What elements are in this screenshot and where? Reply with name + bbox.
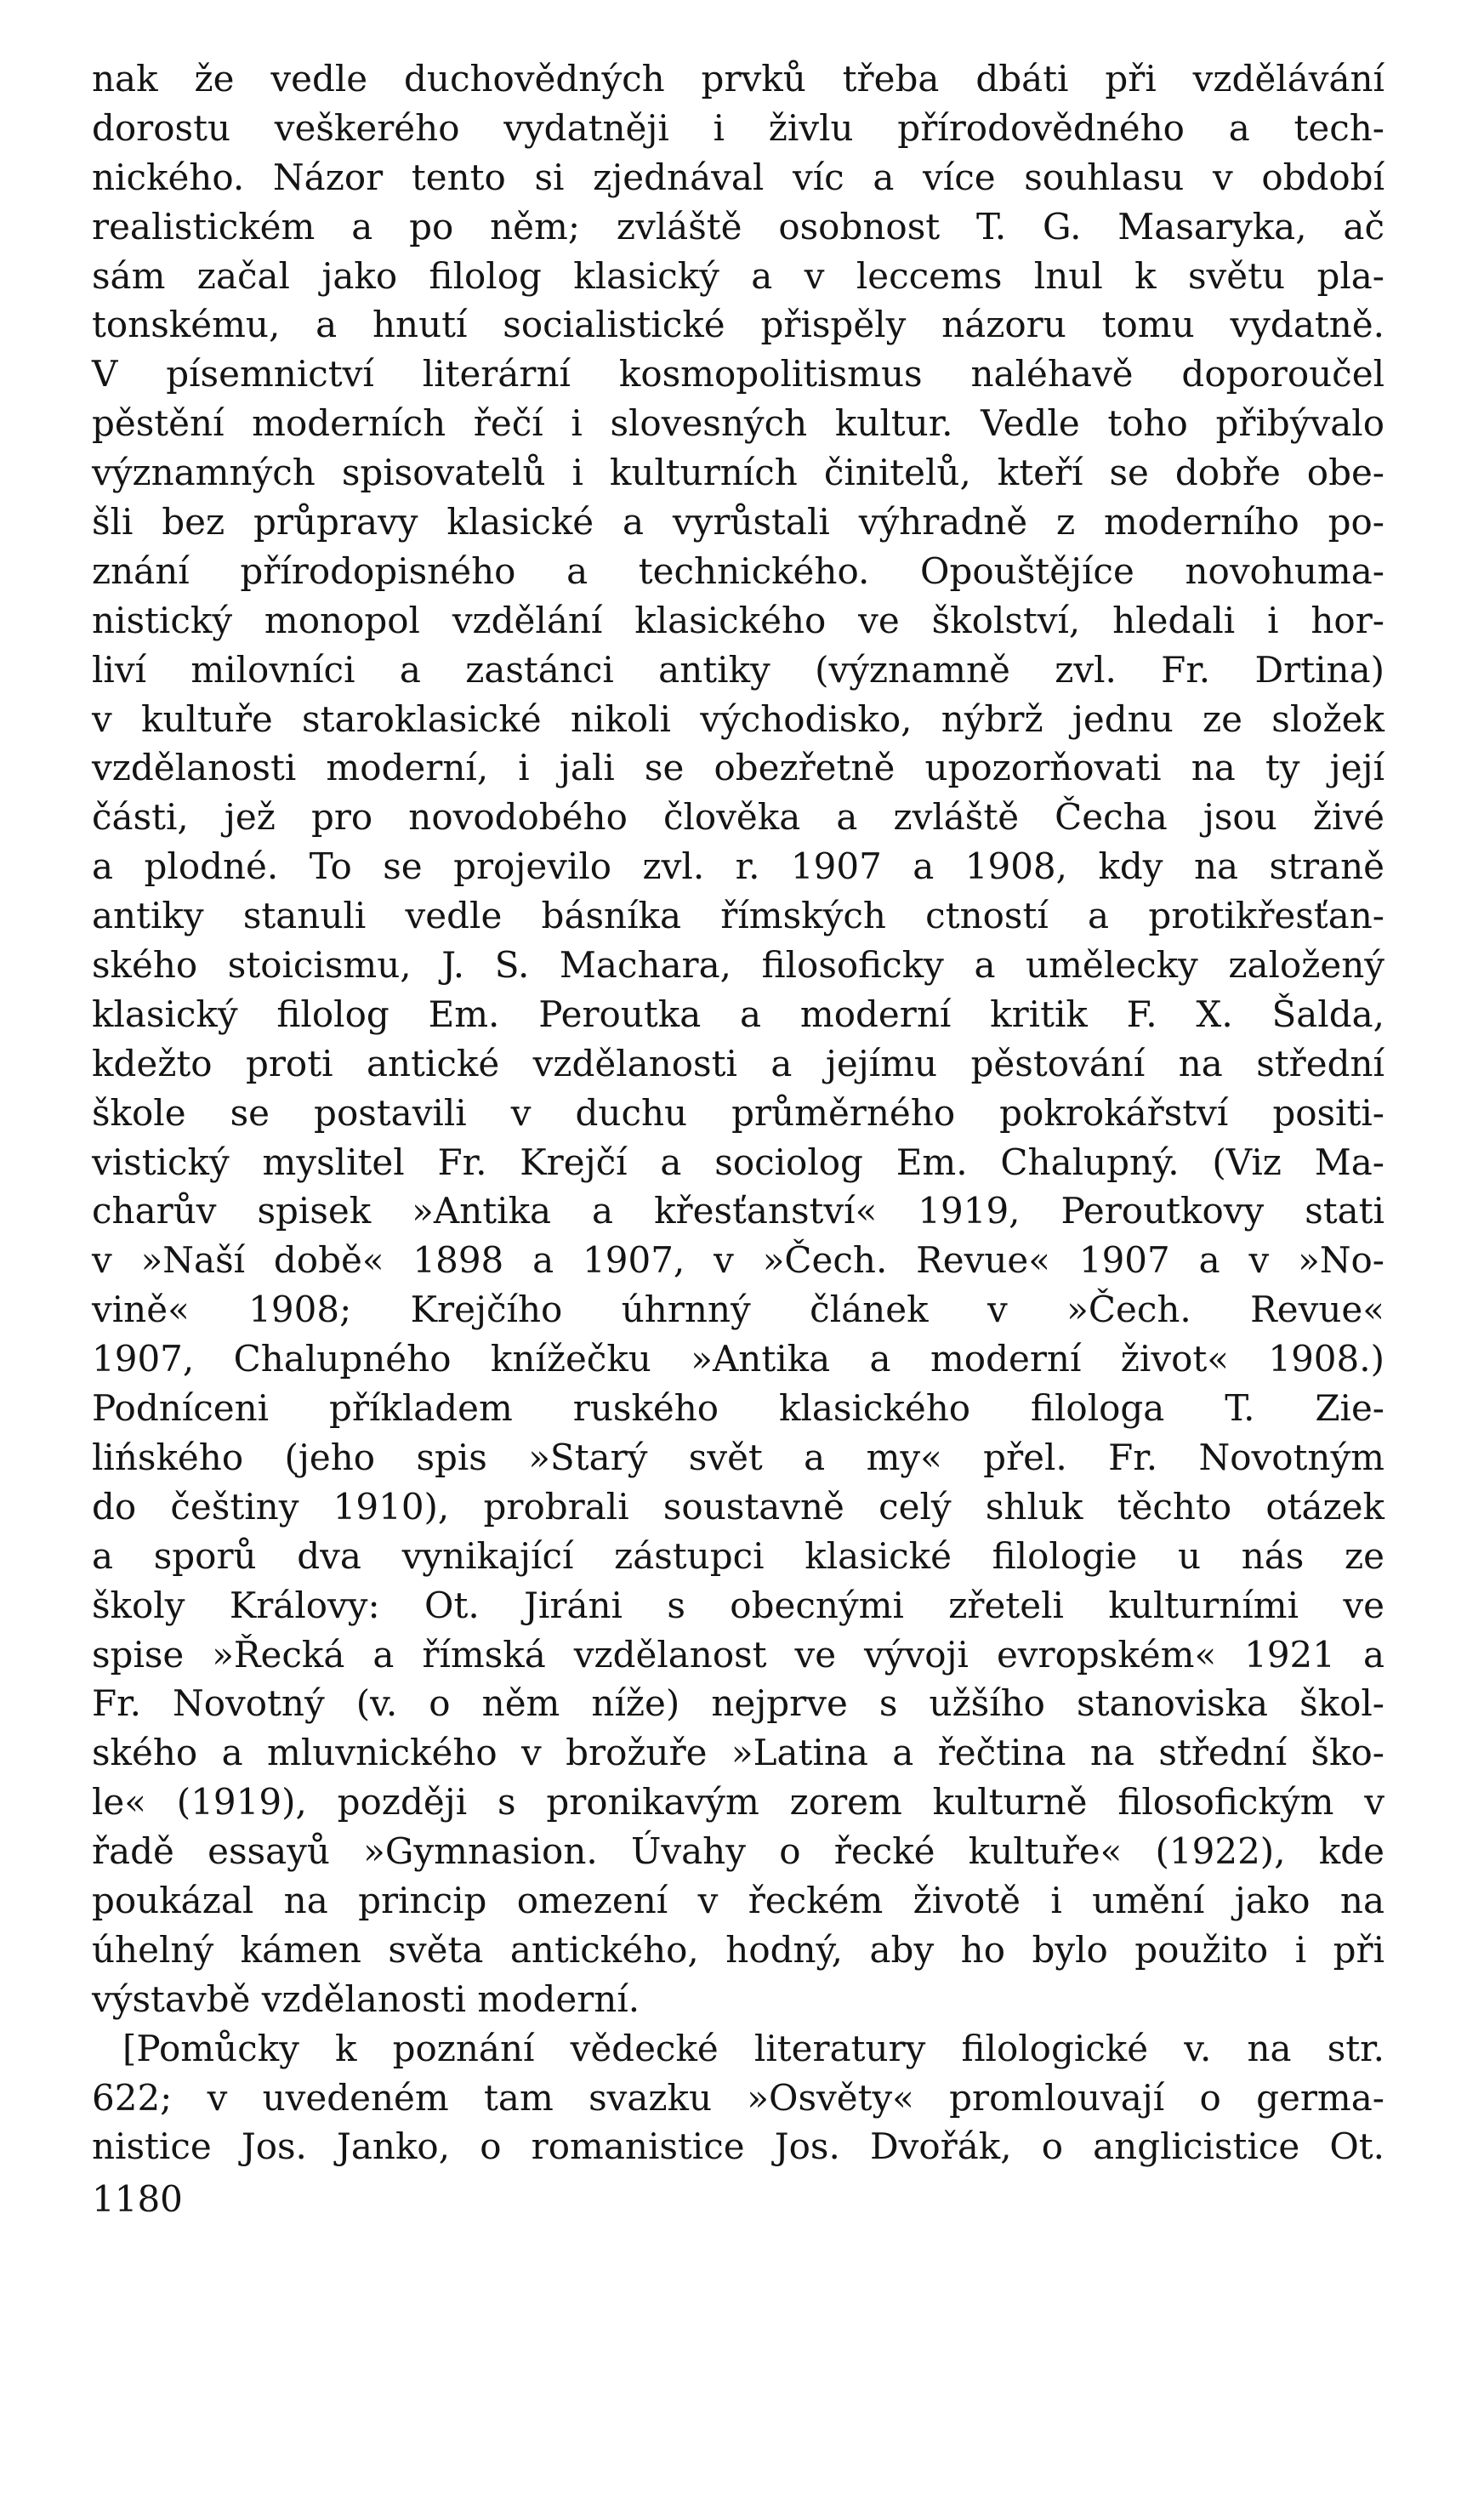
text-line: úhelný kámen světa antického, hodný, aby ho bylo použito i při <box>92 1928 1384 1971</box>
text-line: Fr. Novotný (v. o něm níže) nejprve s užšího stanoviska škol- <box>92 1682 1384 1725</box>
text-line: spise »Řecká a římská vzdělanost ve vývoji evropském« 1921 a <box>92 1633 1384 1676</box>
text-line: kdežto proti antické vzdělanosti a jejímu pěstování na střední <box>92 1042 1384 1084</box>
text-line: charův spisek »Antika a křesťanství« 1919, Peroutkovy stati <box>92 1190 1384 1232</box>
text-line: vině« 1908; Krejčího úhrnný článek v »Čech. Revue« <box>92 1289 1384 1331</box>
text-line: a sporů dva vynikající zástupci klasické filologie u nás ze <box>92 1534 1384 1577</box>
text-line: části, jež pro novodobého člověka a zvláště Čecha jsou živé <box>92 796 1384 839</box>
text-line: výstavbě vzdělanosti moderní. <box>92 1977 640 2020</box>
text-line: pěstění moderních řečí i slovesných kultur. Vedle toho přibývalo <box>92 402 1384 445</box>
text-line: nak že vedle duchovědných prvků třeba dbáti při vzdělávání <box>92 58 1384 100</box>
text-line: nistický monopol vzdělání klasického ve školství, hledali i hor- <box>92 599 1384 641</box>
text-line: 622; v uvedeném tam svazku »Osvěty« promlouvají o germa- <box>92 2076 1384 2119</box>
text-line: v kultuře staroklasické nikoli východisko, nýbrž jednu ze složek <box>92 697 1384 740</box>
text-line: vzdělanosti moderní, i jali se obezřetně upozorňovati na ty její <box>92 747 1384 789</box>
text-line: nistice Jos. Janko, o romanistice Jos. Dvořák, o anglicistice Ot. <box>92 2125 1384 2168</box>
text-line: sám začal jako filolog klasický a v leccems lnul k světu pla- <box>92 254 1384 297</box>
text-line: [Pomůcky k poznání vědecké literatury filologické v. na str. <box>122 2027 1384 2069</box>
text-line: antiky stanuli vedle básníka římských ctností a protikřesťan- <box>92 895 1384 937</box>
text-line: liví milovníci a zastánci antiky (významně zvl. Fr. Drtina) <box>92 648 1384 691</box>
text-line: realistickém a po něm; zvláště osobnost T. G. Masaryka, ač <box>92 205 1384 248</box>
text-line: tonskému, a hnutí socialistické přispěly názoru tomu vydatně. <box>92 304 1384 346</box>
text-line: ského a mluvnického v brožuře »Latina a řečtina na střední ško- <box>92 1732 1384 1774</box>
text-line: řadě essayů »Gymnasion. Úvahy o řecké kultuře« (1922), kde <box>92 1830 1384 1873</box>
text-line: ského stoicismu, J. S. Machara, filosoficky a umělecky založený <box>92 944 1384 987</box>
text-line: v »Naší době« 1898 a 1907, v »Čech. Revue« 1907 a v »No- <box>92 1239 1384 1282</box>
text-line: významných spisovatelů i kulturních činitelů, kteří se dobře obe- <box>92 452 1384 494</box>
text-line: vistický myslitel Fr. Krejčí a sociolog Em. Chalupný. (Viz Ma- <box>92 1141 1384 1183</box>
text-line: a plodné. To se projevilo zvl. r. 1907 a 1908, kdy na straně <box>92 845 1384 888</box>
text-line: klasický filolog Em. Peroutka a moderní kritik F. X. Šalda, <box>92 993 1384 1035</box>
text-line: poukázal na princip omezení v řeckém životě i umění jako na <box>92 1879 1384 1921</box>
text-line: nického. Názor tento si zjednával víc a více souhlasu v období <box>92 156 1384 198</box>
text-line: le« (1919), později s pronikavým zorem kulturně filosofickým v <box>92 1781 1384 1824</box>
paragraph <box>92 2024 1384 2172</box>
text-line: Podníceni příkladem ruského klasického filologa T. Zie- <box>92 1387 1384 1430</box>
body-text <box>92 54 1384 2171</box>
text-line: znání přírodopisného a technického. Opouštějíce novohuma- <box>92 549 1384 592</box>
text-line: do češtiny 1910), probrali soustavně celý shluk těchto otázek <box>92 1485 1384 1528</box>
paragraph <box>92 54 1384 2024</box>
text-line: školy Královy: Ot. Jiráni s obecnými zřeteli kulturními ve <box>92 1584 1384 1626</box>
text-line: V písemnictví literární kosmopolitismus naléhavě doporoučel <box>92 353 1384 395</box>
text-line: dorostu veškerého vydatněji i živlu přírodovědného a tech- <box>92 106 1384 149</box>
text-line: 1907, Chalupného knížečku »Antika a moderní život« 1908.) <box>92 1338 1384 1380</box>
text-line: šli bez průpravy klasické a vyrůstali výhradně z moderního po- <box>92 501 1384 543</box>
text-line: škole se postavili v duchu průměrného pokrokářství positi- <box>92 1091 1384 1134</box>
text-line: lińského (jeho spis »Starý svět a my« přel. Fr. Novotným <box>92 1436 1384 1478</box>
page-number: 1180 <box>92 2178 183 2220</box>
